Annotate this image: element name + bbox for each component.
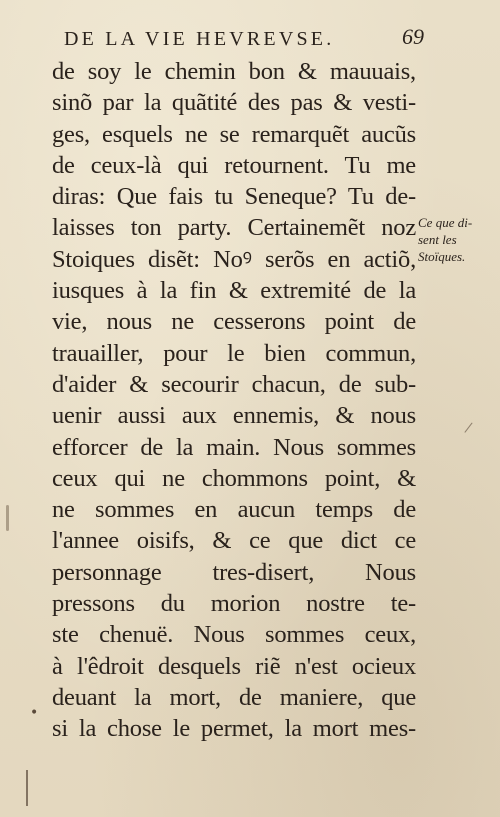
page-edge-mark: [26, 770, 28, 806]
body-text: [52, 56, 416, 745]
page-edge-mark: [6, 505, 9, 531]
text-line: Stoiques disẽt: Noꝰ serõs en actiõ,: [52, 245, 416, 273]
text-line: personnage tres-disert, Nous: [52, 558, 416, 586]
text-line: de soy le chemin bon & mauuais,: [52, 58, 416, 85]
text-line: l'annee oisifs, & ce que dict ce: [52, 527, 416, 555]
text-line: pressons du morion nostre te-: [52, 590, 416, 618]
text-line: sinõ par la quãtité des pas & vesti-: [52, 89, 416, 117]
text-line: si la chose le permet, la mort mes-: [52, 715, 416, 743]
marginal-note-line: Stoïques.: [418, 249, 466, 264]
ink-mark: /: [463, 419, 474, 437]
text-line: d'aider & secourir chacun, de sub-: [52, 370, 416, 398]
text-line: deuant la mort, de maniere, que: [52, 683, 416, 711]
text-line: diras: Que fais tu Seneque? Tu de-: [52, 183, 416, 211]
text-line: laisses ton party. Certainemẽt noz: [52, 214, 416, 242]
page-number: 69: [402, 24, 424, 49]
marginal-note: [418, 214, 498, 265]
text-line: vie, nous ne cesserons point de: [52, 308, 416, 336]
text-line: de ceux-là qui retournent. Tu me: [52, 151, 416, 179]
page-header: [64, 26, 424, 52]
text-line: iusques à la fin & extremité de la: [52, 277, 416, 305]
marginal-note-line: sent les: [418, 232, 457, 247]
text-line: ceux qui ne chommons point, &: [52, 464, 416, 492]
ink-spot: •: [30, 705, 39, 721]
text-line: uenir aussi aux ennemis, & nous: [52, 402, 416, 430]
marginal-note-line: Ce que di-: [418, 215, 473, 230]
text-line: à l'êdroit desquels riẽ n'est ocieux: [52, 652, 416, 680]
text-line: ste chenuë. Nous sommes ceux,: [52, 621, 416, 649]
text-line: ges, esquels ne se remarquẽt aucũs: [52, 120, 416, 148]
text-line: efforcer de la main. Nous sommes: [52, 433, 416, 461]
text-line: ne sommes en aucun temps de: [52, 496, 416, 524]
text-line: trauailler, pour le bien commun,: [52, 339, 416, 367]
running-head: DE LA VIE HEVREVSE.: [64, 28, 335, 50]
